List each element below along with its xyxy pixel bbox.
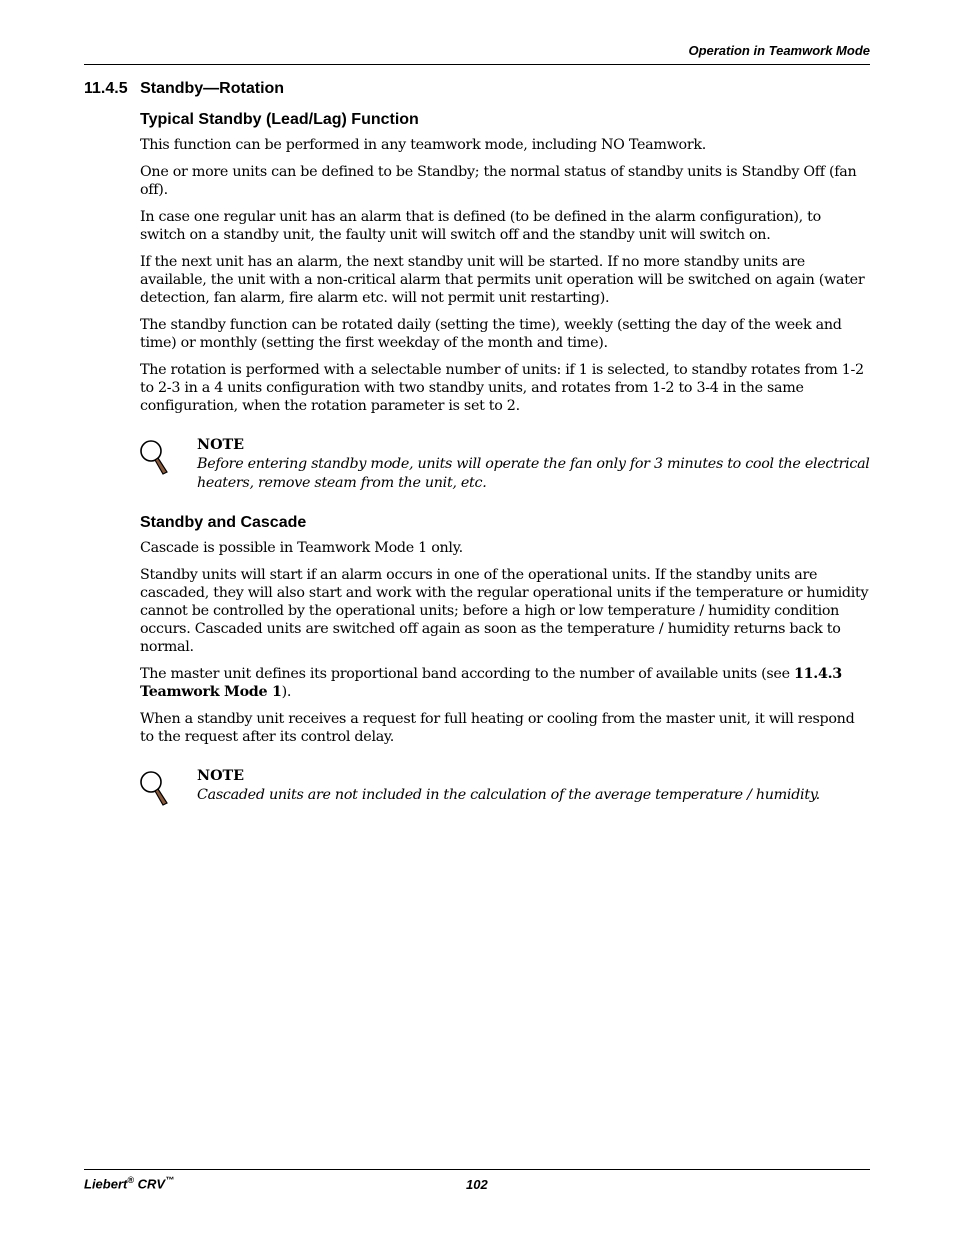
section-heading bbox=[84, 80, 284, 98]
magnifier-icon bbox=[138, 770, 170, 806]
section-title: Standby—Rotation bbox=[140, 80, 285, 97]
trademark-mark: ™ bbox=[165, 1175, 175, 1185]
registered-mark: ® bbox=[127, 1175, 134, 1185]
footer-rule bbox=[84, 1169, 870, 1170]
product-name: CRV bbox=[137, 1176, 166, 1192]
content-column bbox=[140, 110, 870, 820]
paragraph: This function can be performed in any teamwork mode, including NO Teamwork. bbox=[140, 137, 706, 153]
header-rule bbox=[84, 64, 870, 65]
subsection-title-lead-lag: Typical Standby (Lead/Lag) Function bbox=[140, 111, 419, 128]
paragraph: In case one regular unit has an alarm that is defined (to be defined in the alarm configuration), to switch on a standby unit, the faulty unit will switch off and the standby unit will switch on. bbox=[140, 209, 821, 243]
note-title: NOTE bbox=[197, 437, 245, 453]
brand-name: Liebert bbox=[84, 1176, 128, 1192]
ref-text-after: ). bbox=[281, 684, 292, 700]
note-text: Cascaded units are not included in the calculation of the average temperature / humidity. bbox=[197, 787, 820, 803]
magnifier-icon bbox=[138, 439, 170, 475]
note-title: NOTE bbox=[197, 768, 245, 784]
page-number: 102 bbox=[466, 1177, 488, 1192]
paragraph: The rotation is performed with a selectable number of units: if 1 is selected, to standby rotates from 1-2 to 2-3 in a 4 units configuration with two standby units, and rotates from 1-2 to 3-4 in the same configuration, when the rotation parameter is set to 2. bbox=[140, 362, 864, 414]
paragraph: One or more units can be defined to be Standby; the normal status of standby units is Standby Off (fan off). bbox=[140, 164, 857, 198]
note-box bbox=[140, 435, 870, 493]
note-box bbox=[140, 766, 870, 805]
paragraph: Cascade is possible in Teamwork Mode 1 only. bbox=[140, 540, 463, 556]
footer-brand bbox=[84, 1175, 174, 1191]
paragraph: If the next unit has an alarm, the next standby unit will be started. If no more standby units are available, the unit with a non-critical alarm that permits unit operation will be switched on again (water detection, fan alarm, fire alarm etc. will not permit unit restarting). bbox=[140, 254, 865, 306]
paragraph: When a standby unit receives a request for full heating or cooling from the master unit, it will respond to the request after its control delay. bbox=[140, 711, 855, 745]
subsection-title-standby-cascade: Standby and Cascade bbox=[140, 514, 307, 531]
section-number: 11.4.5 bbox=[84, 80, 128, 97]
ref-text-before: The master unit defines its proportional band according to the number of available units (see bbox=[140, 666, 794, 682]
paragraph: The standby function can be rotated daily (setting the time), weekly (setting the day of the week and time) or monthly (setting the first weekday of the month and time). bbox=[140, 317, 842, 351]
paragraph-with-reference bbox=[140, 665, 870, 701]
section-reference: 11.4.3 Teamwork Mode 1 bbox=[140, 666, 842, 700]
note-text: Before entering standby mode, units will operate the fan only for 3 minutes to cool the electrical heaters, remove steam from the unit, etc. bbox=[197, 456, 870, 491]
paragraph: Standby units will start if an alarm occurs in one of the operational units. If the standby units are cascaded, they will also start and work with the regular operational units if the temperature or humidity cannot be controlled by the operational units; before a high or low temperature / humidity condition occurs. Cascaded units are switched off again as soon as the temperature / humidity returns back to normal. bbox=[140, 567, 869, 655]
running-header: Operation in Teamwork Mode bbox=[688, 43, 870, 58]
